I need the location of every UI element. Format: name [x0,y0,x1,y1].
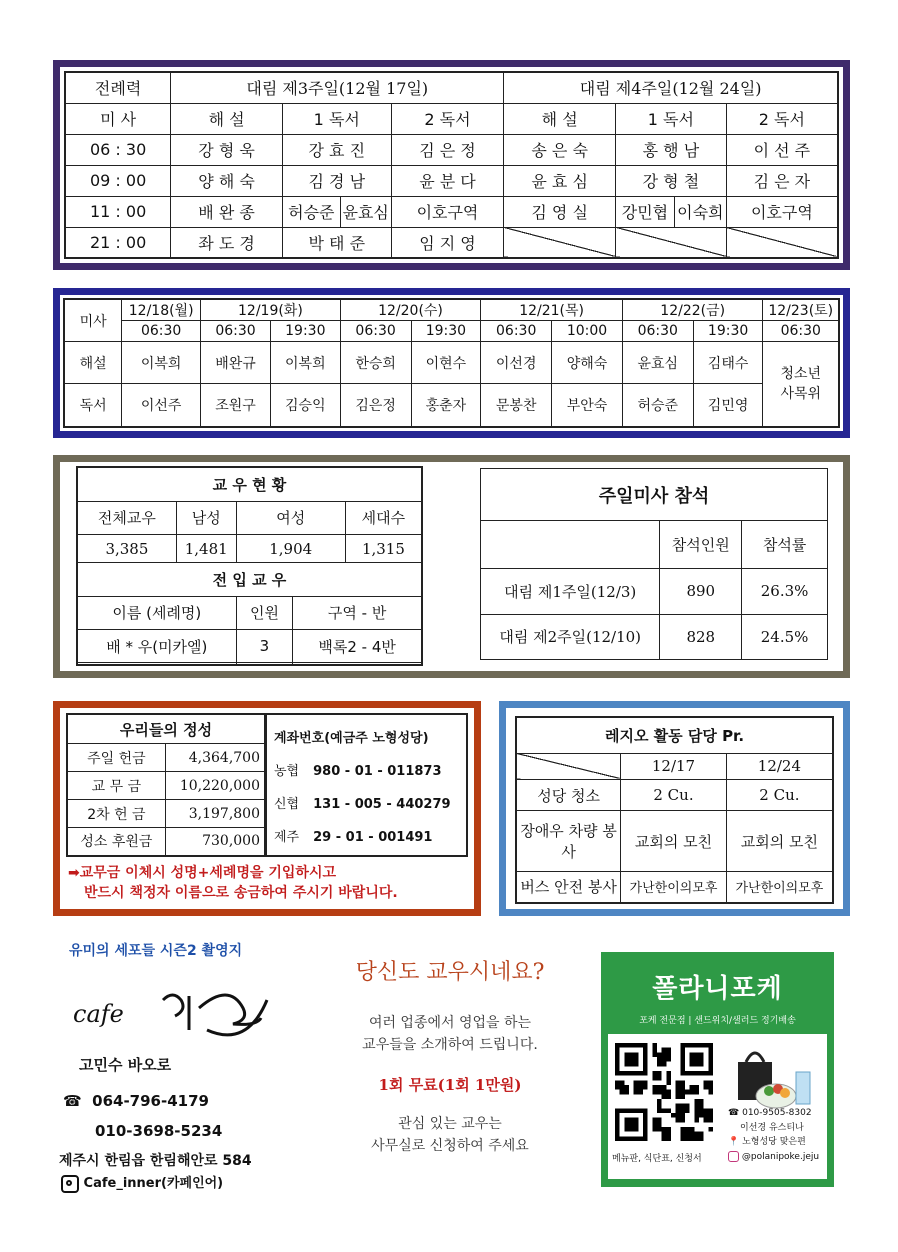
mass-time: 21 : 00 [65,227,171,258]
liturgical-calendar-header: 전례력 [65,72,171,103]
bag-and-bowl-icon [736,1044,816,1114]
reading-cell: 홍춘자 [411,384,481,427]
date-header: 12/21(목) [481,299,623,321]
time-header: 06:30 [763,321,839,342]
roster-cell: 양 해 숙 [171,165,283,196]
commentary-cell: 이복희 [122,342,201,384]
roster-cell: 윤 분 다 [391,165,504,196]
roster-cell: 윤 효 심 [504,165,616,196]
role-header: 2 독서 [726,103,838,134]
poke-instagram-line [728,1151,819,1162]
roster-cell: 송 은 숙 [504,134,616,165]
date-header: 12/19(화) [201,299,341,321]
promo-headline: 당신도 교우시네요? [355,960,545,985]
offering-label: 2차 헌 금 [67,800,165,828]
promo-line: 교우들을 소개하여 드립니다. [362,1037,538,1053]
date-header: 12/22(금) [622,299,763,321]
attendance-count: 890 [660,569,742,615]
reading-label: 독서 [64,384,122,427]
time-header: 06:30 [340,321,411,342]
member-value: 3,385 [77,534,176,563]
poke-brand: 폴라니포케 [652,974,783,1004]
reading-cell: 김은정 [340,384,411,427]
empty-slashed-cell [726,227,838,258]
qr-caption: 메뉴판, 식단표, 신청서 [612,1154,702,1164]
poke-location-line [728,1134,806,1147]
poke-location: 노형성당 맞은편 [742,1137,806,1147]
roster-cell: 배 완 종 [171,196,283,227]
stats-frame [53,455,850,678]
roster-cell: 이 선 주 [726,134,838,165]
roster-cell: 강민협 [616,196,675,227]
time-header: 19:30 [411,321,481,342]
weekday-roster-table [63,298,840,428]
reading-cell: 김민영 [693,384,763,427]
commentary-cell: 이복희 [270,342,340,384]
legio-assignee: 교회의 모친 [621,811,727,872]
poke-tagline: 포케 전문점 | 샌드위치/샐러드 정기배송 [639,1016,796,1026]
roster-cell: 박 태 준 [282,227,391,258]
week3-header: 대림 제3주일(12월 17일) [171,72,504,103]
offering-label: 교 무 금 [67,772,165,800]
poke-phone: 010-9505-8302 [742,1108,812,1118]
attendance-count: 828 [660,614,742,660]
date-header: 12/18(월) [122,299,201,321]
member-header: 여성 [236,501,345,534]
attendance-title: 주일미사 참석 [481,469,828,521]
transfer-header: 인원 [236,596,293,629]
time-header: 06:30 [201,321,271,342]
commentary-cell: 배완규 [201,342,271,384]
attendance-week: 대림 제2주일(12/10) [481,614,660,660]
legio-assignee: 가난한이의모후 [726,871,833,903]
role-header: 2 독서 [391,103,504,134]
role-header: 해 설 [171,103,283,134]
commentary-cell: 한승희 [340,342,411,384]
roster-cell: 강 효 진 [282,134,391,165]
reading-cell: 부안숙 [552,384,623,427]
roster-cell: 허승준 [282,196,340,227]
phone-icon: ☎ [63,1092,82,1110]
member-value: 1,904 [236,534,345,563]
time-header: 19:30 [270,321,340,342]
reading-cell: 김승익 [270,384,340,427]
time-header: 06:30 [481,321,552,342]
promo-line: 사무실로 신청하여 주세요 [371,1138,529,1154]
time-header: 06:30 [622,321,693,342]
offering-label: 성소 후원금 [67,827,165,856]
promo-line: 여러 업종에서 영업을 하는 [368,1015,532,1031]
offering-frame [53,701,481,916]
offering-amount: 730,000 [165,827,265,856]
transfer-cell: 백록2 - 4반 [293,629,422,662]
mass-label: 미사 [64,299,122,342]
roster-cell: 임 지 영 [391,227,504,258]
roster-cell: 김 은 정 [391,134,504,165]
roster-cell: 김 영 실 [504,196,616,227]
account-row [274,826,466,845]
account-row [274,760,466,779]
qr-code[interactable] [615,1042,713,1142]
date-header: 12/20(수) [340,299,481,321]
sunday-roster-frame [53,60,850,270]
commentary-cell: 양해숙 [552,342,623,384]
attendance-table [480,468,828,660]
roster-cell: 이호구역 [391,196,504,227]
legio-duty: 장애우 차량 봉사 [516,811,621,872]
poke-owner: 이선경 유스티나 [740,1123,804,1133]
promo-price: 1회 무료(1회 1만원) [378,1076,522,1094]
member-stats-title: 교 우 현 황 [77,467,422,501]
roster-cell: 이숙희 [674,196,726,227]
instagram-icon [61,1175,79,1193]
attendance-header: 참석률 [742,521,828,569]
mass-time: 06 : 30 [65,134,171,165]
time-header: 06:30 [122,321,201,342]
commentary-cell: 이현수 [411,342,481,384]
promo-line: 관심 있는 교우는 [398,1116,502,1132]
bank-account-box [265,713,468,857]
legio-date: 12/17 [621,753,727,780]
roster-cell: 김 은 자 [726,165,838,196]
offering-label: 주일 헌금 [67,744,165,772]
weekday-roster-frame [53,288,850,438]
attendance-rate: 24.5% [742,614,828,660]
promo-text [310,1113,590,1157]
offering-title: 우리들의 정성 [67,714,265,744]
reading-cell: 조원구 [201,384,271,427]
time-header: 10:00 [552,321,623,342]
account-number: 131 - 005 - 440279 [313,797,451,812]
legio-duty: 성당 청소 [516,780,621,811]
cafe-address: 제주시 한림읍 한림해안로 584 [59,1153,252,1169]
member-value: 1,315 [345,534,422,563]
cafe-owner: 고민수 바오로 [79,1056,172,1074]
account-title: 계좌번호(예금주 노형성당) [274,731,429,746]
roster-cell: 강 형 욱 [171,134,283,165]
role-header: 해 설 [504,103,616,134]
role-header: 1 독서 [282,103,391,134]
attendance-header: 참석인원 [660,521,742,569]
legio-date: 12/24 [726,753,833,780]
offering-amount: 10,220,000 [165,772,265,800]
commentary-cell: 이선경 [481,342,552,384]
reading-cell: 이선주 [122,384,201,427]
bank-name: 제주 [274,830,300,845]
offering-amount: 4,364,700 [165,744,265,772]
mass-time: 11 : 00 [65,196,171,227]
cafe-phone-line [63,1092,209,1110]
roster-cell: 김 경 남 [282,165,391,196]
member-header: 세대수 [345,501,422,534]
account-row [274,793,466,812]
empty-slashed-cell [504,227,616,258]
cafe-instagram: Cafe_inner(카페인어) [83,1176,224,1191]
time-header: 19:30 [693,321,763,342]
empty-cell [236,663,293,665]
notice-line: 반드시 책정자 이름으로 송금하여 주시기 바랍니다. [84,885,398,901]
roster-cell: 좌 도 경 [171,227,283,258]
reading-cell: 문봉찬 [481,384,552,427]
commentary-label: 해설 [64,342,122,384]
transfer-cell: 3 [236,629,293,662]
cafe-logo [67,978,277,1048]
saturday-note: 청소년 사목위 [763,342,839,428]
cafe-phone: 064-796-4179 [92,1092,209,1110]
empty-slashed-cell [616,227,727,258]
account-number: 29 - 01 - 001491 [313,830,433,845]
bank-name: 농협 [274,764,300,779]
location-pin-icon: 📍 [728,1137,740,1147]
roster-cell: 강 형 철 [616,165,727,196]
offering-table [66,713,266,857]
account-number: 980 - 01 - 011873 [313,764,442,779]
phone-icon: ☎ [728,1108,740,1118]
transfer-cell: 배 * 우(미카엘) [77,629,236,662]
poke-ad [601,952,834,1187]
empty-cell [481,521,660,569]
promo-text [310,1012,590,1056]
empty-cell [293,663,422,665]
mass-time: 09 : 00 [65,165,171,196]
member-stats-table [76,466,423,666]
cafe-instagram-line [61,1172,223,1193]
member-value: 1,481 [176,534,236,563]
transfer-header: 이름 (세례명) [77,596,236,629]
member-header: 전체교우 [77,501,176,534]
legio-assignee: 2 Cu. [726,780,833,811]
poke-phone-line [728,1108,812,1118]
bank-name: 신협 [274,797,300,812]
member-business-promo [310,955,590,1157]
notice-line: ➡교무금 이체시 성명+세례명을 기입하시고 [68,865,336,881]
legio-assignee: 교회의 모친 [726,811,833,872]
attendance-week: 대림 제1주일(12/3) [481,569,660,615]
commentary-cell: 김태수 [693,342,763,384]
transfer-title: 전 입 교 우 [77,563,422,596]
cafe-mobile: 010-3698-5234 [95,1122,223,1140]
roster-cell: 윤효심 [340,196,391,227]
cafe-logo-text: cafe [73,1000,124,1028]
sunday-roster-table [64,71,839,259]
week4-header: 대림 제4주일(12월 24일) [504,72,838,103]
date-header: 12/23(토) [763,299,839,321]
cafe-headline: 유미의 세포들 시즌2 촬영지 [69,943,243,959]
legio-frame [499,701,850,916]
poke-instagram: @polanipoke.jeju [741,1152,820,1162]
offering-amount: 3,197,800 [165,800,265,828]
legio-assignee: 가난한이의모후 [621,871,727,903]
legio-duty: 버스 안전 봉사 [516,871,621,903]
cafe-ad [55,940,295,1200]
legio-table [515,716,834,904]
attendance-rate: 26.3% [742,569,828,615]
role-header: 1 독서 [616,103,727,134]
legio-title: 레지오 활동 담당 Pr. [516,717,833,753]
mass-label: 미 사 [65,103,171,134]
transfer-notice [68,863,398,903]
reading-cell: 허승준 [622,384,693,427]
roster-cell: 이호구역 [726,196,838,227]
roster-cell: 홍 행 남 [616,134,727,165]
instagram-icon [728,1151,739,1162]
empty-cell [77,663,236,665]
member-header: 남성 [176,501,236,534]
commentary-cell: 윤효심 [622,342,693,384]
poke-card [608,1034,827,1179]
empty-slashed-cell [516,753,621,780]
legio-assignee: 2 Cu. [621,780,727,811]
transfer-header: 구역 - 반 [293,596,422,629]
